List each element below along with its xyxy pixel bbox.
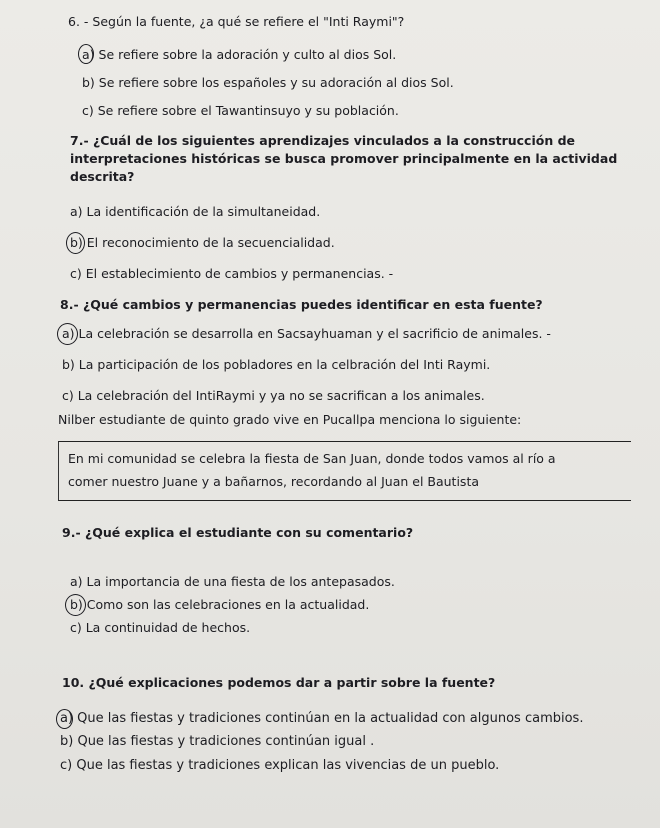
student-intro: Nilber estudiante de quinto grado vive en Pucallpa menciona lo siguiente: <box>58 412 522 427</box>
q9-title: 9.- ¿Qué explica el estudiante con su comentario? <box>62 525 414 540</box>
q8-option-a[interactable]: a) La celebración se desarrolla en Sacsayhuaman y el sacrificio de animales. - <box>62 326 551 341</box>
q10-option-a[interactable]: a) Que las fiestas y tradiciones continúan en la actualidad con algunos cambios. <box>60 711 584 726</box>
q6-option-a[interactable]: a) Se refiere sobre la adoración y culto al dios Sol. <box>82 47 397 62</box>
quote-line-1: En mi comunidad se celebra la fiesta de San Juan, donde todos vamos al río a <box>68 451 556 466</box>
answer-circle-mark <box>66 232 85 254</box>
q7-title-line-1: 7.- ¿Cuál de los siguientes aprendizajes vinculados a la construcción de <box>70 133 576 148</box>
answer-circle-mark <box>56 709 73 729</box>
q7-option-c[interactable]: c) El establecimiento de cambios y permanencias. - <box>70 266 394 281</box>
answer-circle-mark <box>57 323 78 345</box>
q9-option-a[interactable]: a) La importancia de una fiesta de los antepasados. <box>70 574 395 589</box>
answer-circle-mark <box>78 44 94 64</box>
q6-title: 6. - Según la fuente, ¿a qué se refiere el "Inti Raymi"? <box>68 14 405 29</box>
q7-option-b[interactable]: b) El reconocimiento de la secuencialidad. <box>70 235 335 250</box>
answer-circle-mark <box>65 594 86 616</box>
q8-title: 8.- ¿Qué cambios y permanencias puedes identificar en esta fuente? <box>60 297 543 312</box>
q7-title-line-2: interpretaciones históricas se busca promover principalmente en la actividad <box>70 151 618 166</box>
q8-option-c[interactable]: c) La celebración del IntiRaymi y ya no se sacrifican a los animales. <box>62 388 485 403</box>
q6-option-b[interactable]: b) Se refiere sobre los españoles y su adoración al dios Sol. <box>82 75 454 90</box>
q7-title-line-3: descrita? <box>70 169 135 184</box>
q9-option-b[interactable]: b) Como son las celebraciones en la actualidad. <box>70 597 370 612</box>
q6-option-c[interactable]: c) Se refiere sobre el Tawantinsuyo y su población. <box>82 103 399 118</box>
quote-box <box>58 441 631 501</box>
q10-option-c[interactable]: c) Que las fiestas y tradiciones explican las vivencias de un pueblo. <box>60 758 500 773</box>
q7-option-a[interactable]: a) La identificación de la simultaneidad. <box>70 204 321 219</box>
q9-option-c[interactable]: c) La continuidad de hechos. <box>70 620 251 635</box>
q8-option-b[interactable]: b) La participación de los pobladores en la celbración del Inti Raymi. <box>62 357 491 372</box>
q10-option-b[interactable]: b) Que las fiestas y tradiciones continúan igual . <box>60 734 375 749</box>
quote-line-2: comer nuestro Juane y a bañarnos, recordando al Juan el Bautista <box>68 474 479 489</box>
q10-title: 10. ¿Qué explicaciones podemos dar a partir sobre la fuente? <box>62 675 496 690</box>
